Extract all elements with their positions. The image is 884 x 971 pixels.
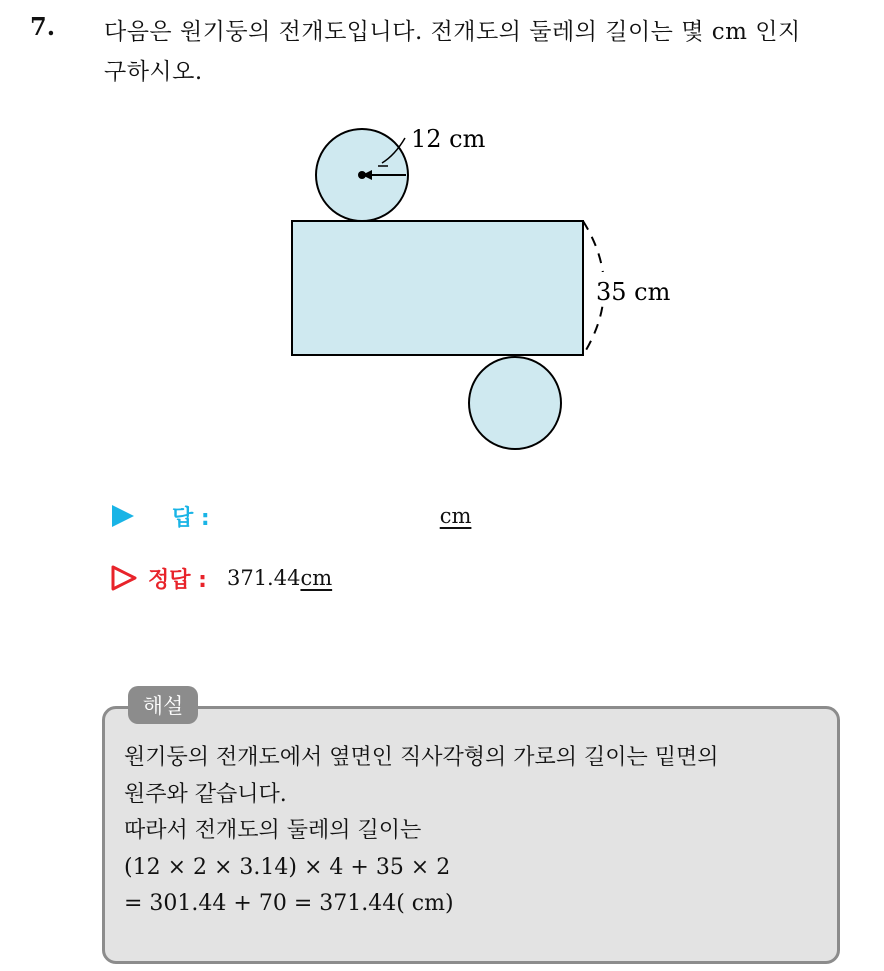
correct-answer-row [110, 561, 332, 595]
cylinder-net-figure [0, 0, 884, 480]
height-label: 35 cm [596, 278, 671, 306]
play-arrow-icon [110, 503, 136, 529]
solution-tag: 해설 [128, 686, 198, 724]
question-line-2: 구하시오. [104, 59, 203, 85]
solution-text [124, 740, 834, 923]
correct-answer-value: 371.44 [226, 566, 301, 590]
outline-arrow-icon [110, 564, 138, 592]
question-number: 7. [30, 12, 56, 41]
solution-line-2: 원주와 같습니다. [124, 781, 287, 807]
answer-row [110, 499, 471, 533]
correct-answer-label: 정답 : [148, 567, 207, 593]
bottom-base-circle [469, 357, 561, 449]
solution-line-3: 따라서 전개도의 둘레의 길이는 [124, 818, 422, 843]
lateral-rectangle [292, 221, 583, 355]
answer-unit: cm [439, 504, 472, 528]
correct-answer-unit: cm [300, 566, 333, 590]
answer-label: 답 : [172, 505, 210, 531]
question-line-1: 다음은 원기둥의 전개도입니다. 전개도의 둘레의 길이는 몇 cm 인지 [104, 19, 801, 45]
radius-label: 12 cm [411, 125, 486, 153]
solution-line-4: (12 × 2 × 3.14) × 4 + 35 × 2 [124, 854, 451, 880]
solution-line-5: = 301.44 + 70 = 371.44( cm) [124, 891, 454, 916]
solution-line-1: 원기둥의 전개도에서 옆면인 직사각형의 가로의 길이는 밑면의 [124, 745, 719, 770]
